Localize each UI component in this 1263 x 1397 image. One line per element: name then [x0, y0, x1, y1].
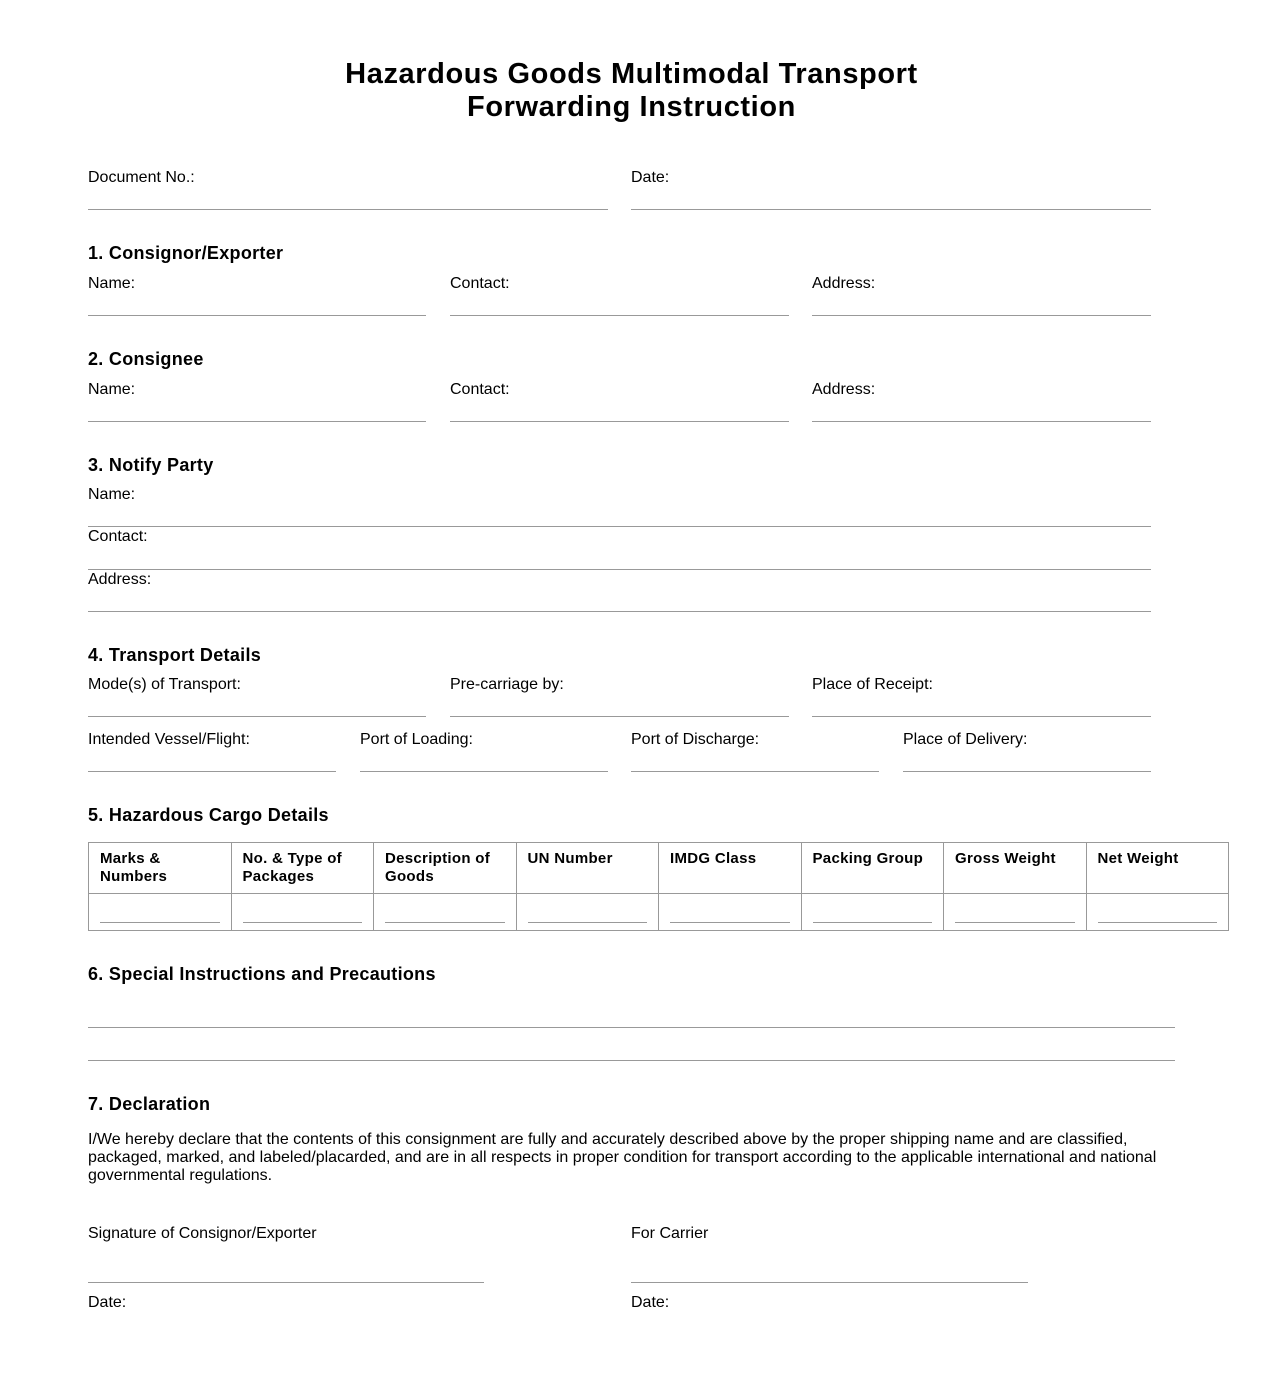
table-row: [89, 894, 1229, 931]
cell-packages[interactable]: [231, 894, 374, 931]
carrier-date-label: Date:: [631, 1294, 670, 1311]
page-title: [0, 58, 1263, 124]
consignor-address-label: Address:: [812, 275, 876, 292]
consignee-name-field[interactable]: [88, 421, 426, 422]
col-packages: No. & Type of Packages: [231, 843, 374, 894]
consignee-name-label: Name:: [88, 381, 136, 398]
declaration-text: I/We hereby declare that the contents of this consignment are fully and accurately described above by the proper shipping name and are classified, packaged, marked, and labeled/placarded, and are in all respects in proper condition for transport according to the applicable international and national governmental regulations.: [88, 1131, 1157, 1184]
port-of-loading-label: Port of Loading:: [360, 731, 473, 748]
modes-of-transport-label: Mode(s) of Transport:: [88, 676, 241, 693]
notify-name-field[interactable]: [88, 526, 1151, 527]
vessel-flight-field[interactable]: [88, 771, 336, 772]
place-of-delivery-label: Place of Delivery:: [903, 731, 1028, 748]
notify-address-field[interactable]: [88, 611, 1151, 612]
notify-contact-field[interactable]: [88, 569, 1151, 570]
section-notify-party-heading: 3. Notify Party: [88, 455, 214, 475]
col-un-number: UN Number: [516, 843, 659, 894]
input-line: [100, 922, 220, 923]
for-carrier-signature-field[interactable]: [631, 1282, 1028, 1283]
port-of-loading-field[interactable]: [360, 771, 608, 772]
consignee-contact-field[interactable]: [450, 421, 789, 422]
notify-address-label: Address:: [88, 571, 152, 588]
section-consignee-heading: 2. Consignee: [88, 349, 204, 369]
cargo-table: [88, 842, 1229, 931]
section-cargo-heading: 5. Hazardous Cargo Details: [88, 805, 329, 825]
cell-gross-weight[interactable]: [944, 894, 1087, 931]
modes-of-transport-field[interactable]: [88, 716, 426, 717]
cell-net-weight[interactable]: [1086, 894, 1229, 931]
for-carrier-label: For Carrier: [631, 1225, 709, 1242]
consignor-date-label: Date:: [88, 1294, 127, 1311]
title-line-1: Hazardous Goods Multimodal Transport: [345, 58, 918, 90]
cell-imdg-class[interactable]: [659, 894, 802, 931]
cell-packing-group[interactable]: [801, 894, 944, 931]
input-line: [955, 922, 1075, 923]
consignor-name-field[interactable]: [88, 315, 426, 316]
notify-name-label: Name:: [88, 486, 136, 503]
input-line: [813, 922, 933, 923]
col-gross-weight: Gross Weight: [944, 843, 1087, 894]
consignee-address-label: Address:: [812, 381, 876, 398]
consignor-name-label: Name:: [88, 275, 136, 292]
signature-consignor-label: Signature of Consignor/Exporter: [88, 1225, 317, 1242]
port-of-discharge-field[interactable]: [631, 771, 879, 772]
date-label: Date:: [631, 169, 670, 186]
section-consignor-heading: 1. Consignor/Exporter: [88, 243, 284, 263]
place-of-delivery-field[interactable]: [903, 771, 1151, 772]
section-declaration-heading: 7. Declaration: [88, 1094, 211, 1114]
cell-marks-numbers[interactable]: [89, 894, 232, 931]
input-line: [1098, 922, 1218, 923]
cargo-header-row: [89, 843, 1229, 894]
special-instructions-line-2[interactable]: [88, 1060, 1175, 1061]
input-line: [385, 922, 505, 923]
input-line: [528, 922, 648, 923]
consignor-address-field[interactable]: [812, 315, 1151, 316]
col-imdg-class: IMDG Class: [659, 843, 802, 894]
pre-carriage-field[interactable]: [450, 716, 789, 717]
input-line: [243, 922, 363, 923]
date-field[interactable]: [631, 209, 1151, 210]
notify-contact-label: Contact:: [88, 528, 148, 545]
input-line: [670, 922, 790, 923]
cell-description[interactable]: [374, 894, 517, 931]
consignor-contact-label: Contact:: [450, 275, 510, 292]
place-of-receipt-label: Place of Receipt:: [812, 676, 933, 693]
document-no-field[interactable]: [88, 209, 608, 210]
section-transport-heading: 4. Transport Details: [88, 645, 262, 665]
place-of-receipt-field[interactable]: [812, 716, 1151, 717]
col-net-weight: Net Weight: [1086, 843, 1229, 894]
col-description: Description of Goods: [374, 843, 517, 894]
consignee-contact-label: Contact:: [450, 381, 510, 398]
port-of-discharge-label: Port of Discharge:: [631, 731, 760, 748]
vessel-flight-label: Intended Vessel/Flight:: [88, 731, 250, 748]
special-instructions-line-1[interactable]: [88, 1027, 1175, 1028]
consignor-contact-field[interactable]: [450, 315, 789, 316]
cell-un-number[interactable]: [516, 894, 659, 931]
col-packing-group: Packing Group: [801, 843, 944, 894]
section-special-heading: 6. Special Instructions and Precautions: [88, 964, 436, 984]
signature-consignor-field[interactable]: [88, 1282, 484, 1283]
pre-carriage-label: Pre-carriage by:: [450, 676, 564, 693]
document-no-label: Document No.:: [88, 169, 195, 186]
title-line-2: Forwarding Instruction: [467, 91, 796, 123]
consignee-address-field[interactable]: [812, 421, 1151, 422]
col-marks-numbers: Marks & Numbers: [89, 843, 232, 894]
